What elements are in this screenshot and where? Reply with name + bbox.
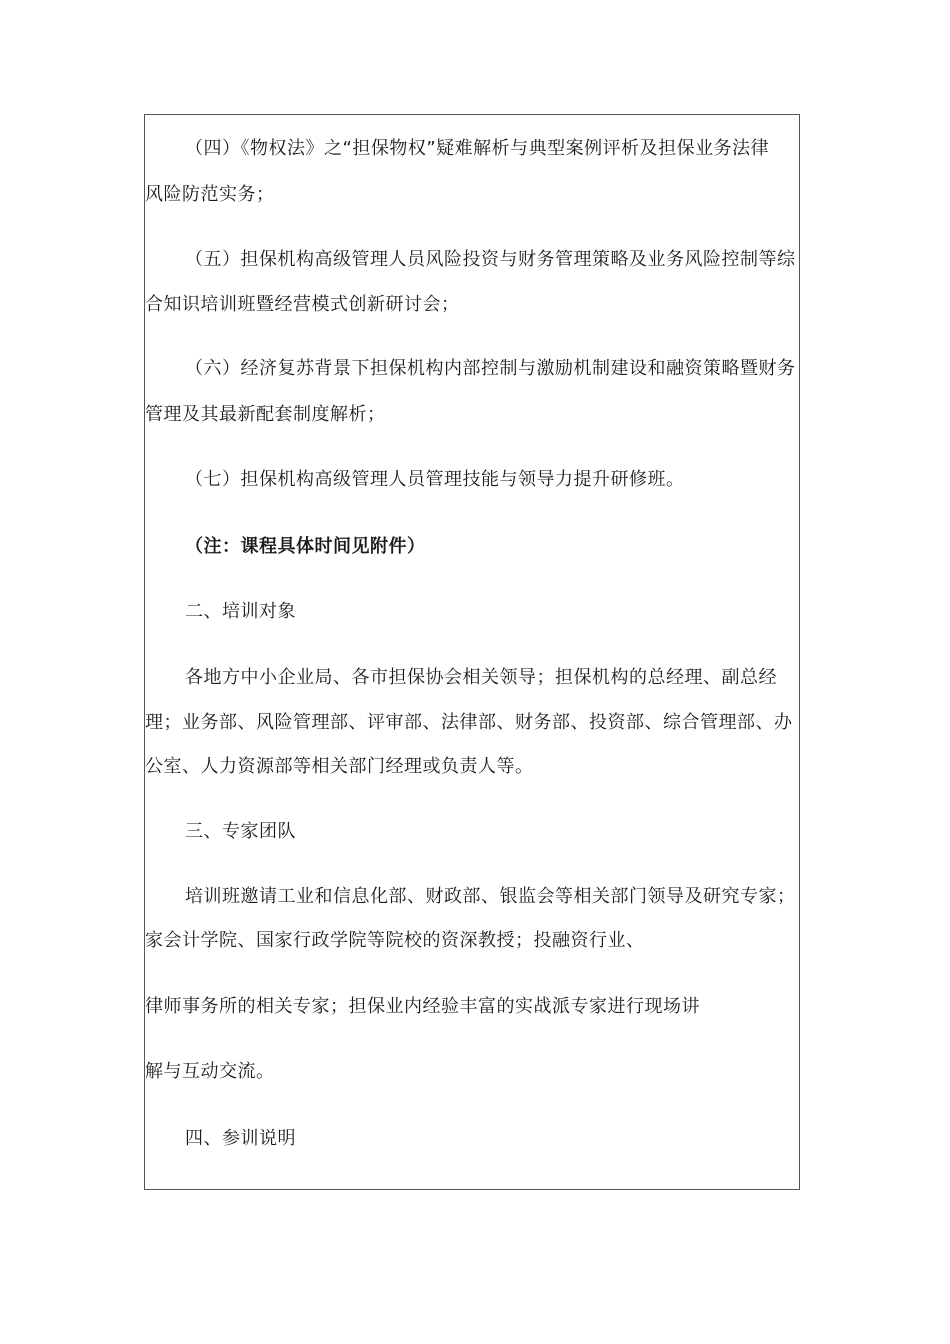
course-item-4-line-1: （四）《物权法》之“担保物权”疑难解析与典型案例评析及担保业务法律 [185, 138, 770, 159]
schedule-note: （注：课程具体时间见附件） [185, 536, 426, 557]
section-heading-participation-notes: 四、参训说明 [185, 1128, 296, 1149]
expert-team-line-2: 家会计学院、国家行政学院等院校的资深教授；投融资行业、 [145, 930, 645, 951]
course-item-7: （七）担保机构高级管理人员管理技能与领导力提升研修班。 [185, 469, 685, 490]
section-heading-training-target: 二、培训对象 [185, 601, 296, 622]
training-target-line-3: 公室、人力资源部等相关部门经理或负责人等。 [145, 756, 534, 777]
expert-team-line-1: 培训班邀请工业和信息化部、财政部、银监会等相关部门领导及研究专家； [185, 886, 796, 907]
course-item-6-line-1: （六）经济复苏背景下担保机构内部控制与激励机制建设和融资策略暨财务 [185, 358, 796, 379]
expert-team-line-4: 解与互动交流。 [145, 1061, 275, 1082]
training-target-line-1: 各地方中小企业局、各市担保协会相关领导；担保机构的总经理、副总经 [185, 667, 777, 688]
section-heading-expert-team: 三、专家团队 [185, 821, 296, 842]
training-target-line-2: 理；业务部、风险管理部、评审部、法律部、财务部、投资部、综合管理部、办 [145, 712, 793, 733]
course-item-4-line-2: 风险防范实务； [145, 184, 275, 205]
course-item-5-line-2: 合知识培训班暨经营模式创新研讨会； [145, 294, 460, 315]
course-item-6-line-2: 管理及其最新配套制度解析； [145, 404, 386, 425]
document-frame [144, 114, 800, 1190]
course-item-5-line-1: （五）担保机构高级管理人员风险投资与财务管理策略及业务风险控制等综 [185, 249, 796, 270]
expert-team-line-3: 律师事务所的相关专家；担保业内经验丰富的实战派专家进行现场讲 [145, 996, 700, 1017]
